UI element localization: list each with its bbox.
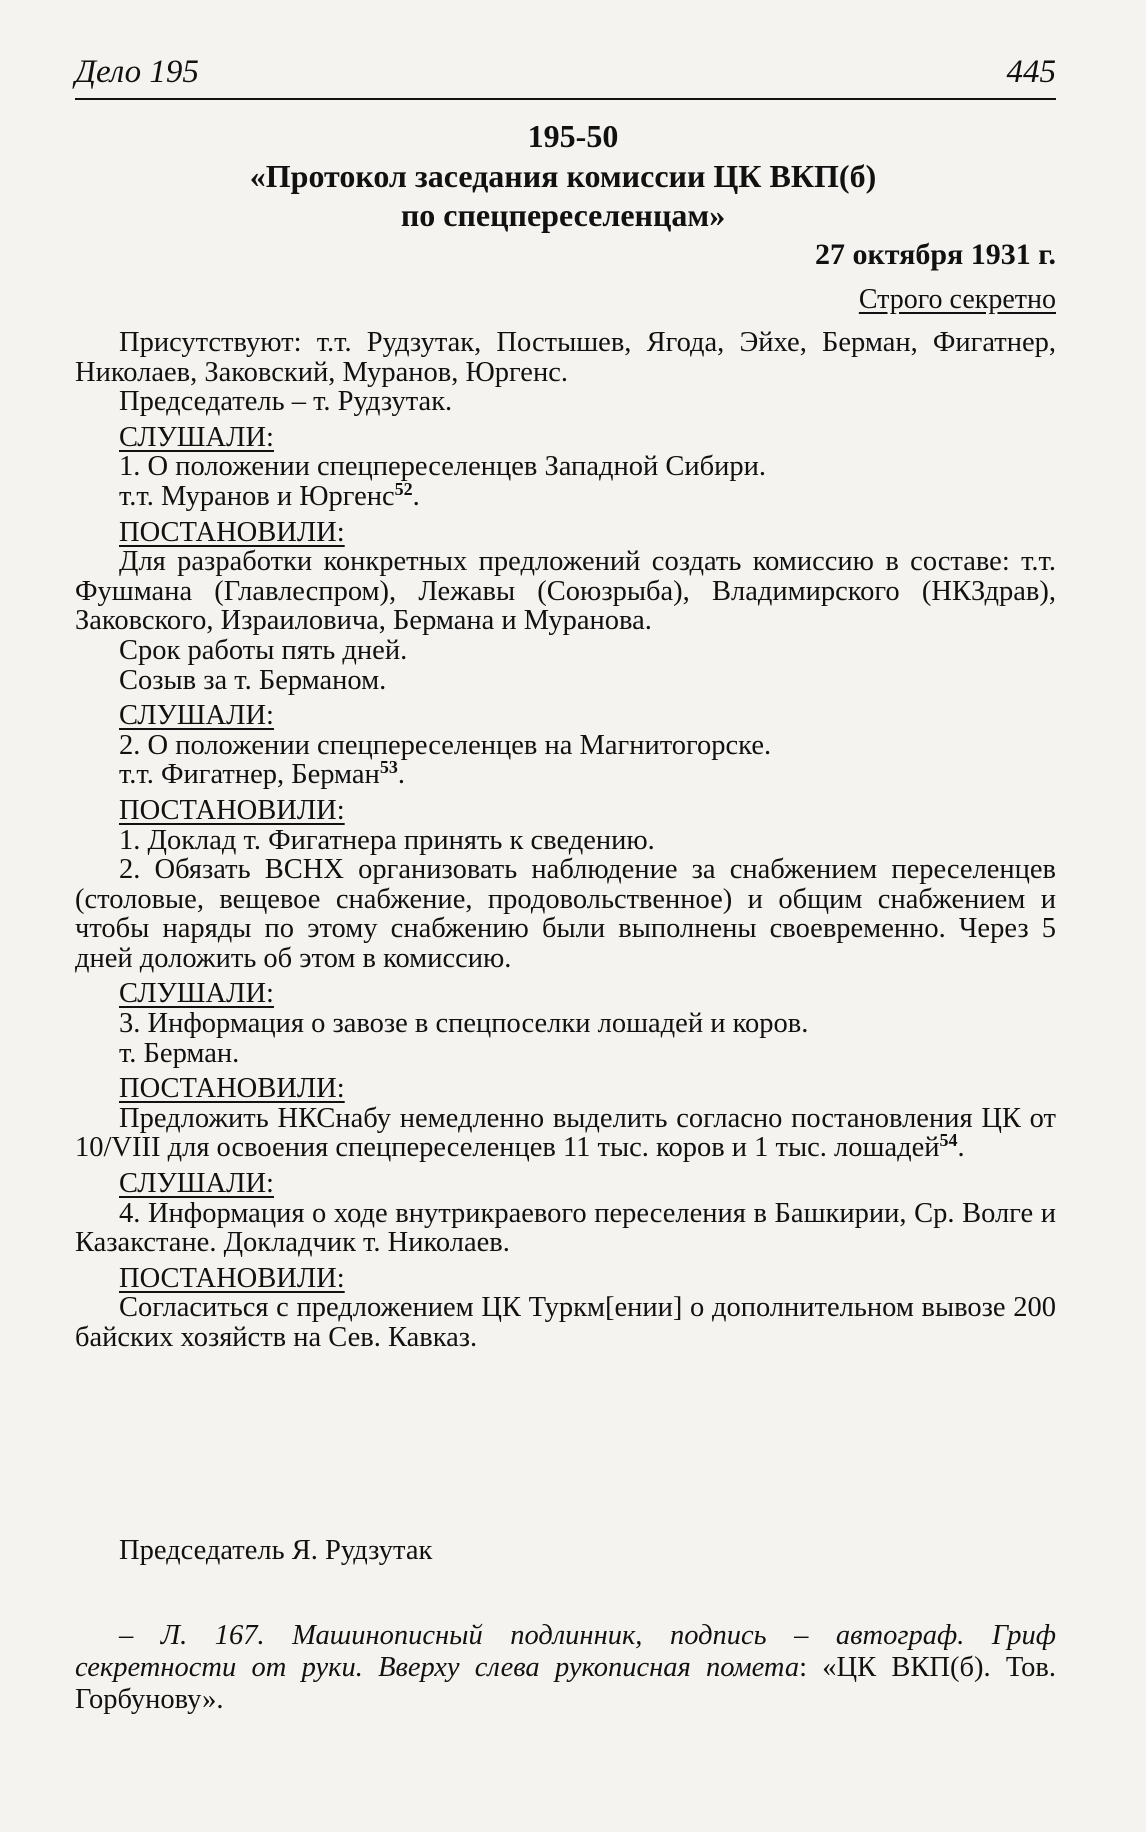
heard-item-4: 4. Информация о ходе внутрикраевого переселения в Башкирии, Ср. Волге и Казакстане. Докладчик т. Николаев. — [75, 1197, 1056, 1259]
speakers-end-1: . — [412, 480, 420, 512]
title-line-2: по спецпереселенцам» — [400, 197, 726, 233]
case-label: Дело 195 — [75, 54, 199, 90]
resolved-3-end: . — [957, 1132, 965, 1164]
running-header — [75, 48, 1056, 100]
resolved-label-4: ПОСТАНОВИЛИ: — [119, 1262, 345, 1294]
speakers-text-1: т.т. Муранов и Юргенс — [119, 480, 395, 512]
footnote-ref-53: 53 — [379, 757, 398, 778]
resolved-label-1: ПОСТАНОВИЛИ: — [119, 516, 345, 548]
heard-label-4: СЛУШАЛИ: — [119, 1168, 274, 1200]
heard-item-3: 3. Информация о завозе в спецпоселки лошадей и коров. — [119, 1008, 809, 1040]
archival-note-quote: : «ЦК ВКП(б). Тов. Горбунову». — [75, 1652, 1056, 1715]
resolved-label-2: ПОСТАНОВИЛИ: — [119, 794, 345, 826]
speakers-3: т. Берман. — [119, 1037, 240, 1069]
speakers-1 — [75, 478, 1056, 512]
archival-note — [75, 1620, 1056, 1716]
resolved-1-b: Срок работы пять дней. — [119, 634, 408, 666]
document-title — [140, 157, 986, 235]
resolved-1-a: Для разработки конкретных предложений создать комиссию в составе: т.т. Фушмана (Главлеспром), Лежавы (Союзрыба), Владимирского (НКЗдрав), Заковского, Израиловича, Бермана и Муранова. — [75, 546, 1056, 637]
protocol-body — [75, 328, 1056, 1353]
resolved-1-c: Созыв за т. Берманом. — [119, 664, 387, 696]
resolved-3 — [75, 1104, 1056, 1163]
heard-label-3: СЛУШАЛИ: — [119, 978, 274, 1010]
document-date: 27 октября 1931 г. — [814, 238, 1056, 271]
heard-label-2: СЛУШАЛИ: — [119, 700, 274, 732]
speakers-text-2: т.т. Фигатнер, Берман — [119, 759, 380, 791]
resolved-3-text: Предложить НКСнабу немедленно выделить согласно постановления ЦК от 10/VIII для освоения спецпереселенцев 11 тыс. коров и 1 тыс. лошадей — [75, 1102, 1056, 1164]
chairman-signature: Председатель Я. Рудзутак — [119, 1535, 433, 1566]
heard-item-1: 1. О положении спецпереселенцев Западной Сибири. — [119, 451, 766, 483]
heard-item-2: 2. О положении спецпереселенцев на Магнитогорске. — [119, 729, 772, 761]
speakers-end-2: . — [397, 759, 405, 791]
resolved-label-3: ПОСТАНОВИЛИ: — [119, 1073, 345, 1105]
resolved-2-a: 1. Доклад т. Фигатнера принять к сведению. — [119, 824, 655, 856]
classification-mark: Строго секретно — [858, 284, 1056, 315]
title-line-1: «Протокол заседания комиссии ЦК ВКП(б) — [249, 158, 877, 194]
resolved-2-b: 2. Обязать ВСНХ организовать наблюдение за снабжением переселенцев (столовые, вещевое снабжение, продовольственное) и общим снабжением и чтобы наряды по этому снабжению были выполнены своевременно. Через 5 дней доложить об этом в комиссию. — [75, 854, 1056, 974]
chairman-line: Председатель – т. Рудзутак. — [119, 386, 453, 418]
footnote-ref-52: 52 — [394, 478, 413, 499]
document-number: 195-50 — [527, 118, 619, 154]
footnote-ref-54: 54 — [939, 1130, 958, 1151]
speakers-2 — [75, 757, 1056, 791]
page-number: 445 — [1006, 54, 1056, 90]
heard-label-1: СЛУШАЛИ: — [119, 421, 274, 453]
attendance-list: Присутствуют: т.т. Рудзутак, Постышев, Ягода, Эйхе, Берман, Фигатнер, Николаев, Заковский, Муранов, Юргенс. — [75, 327, 1056, 388]
resolved-4: Согласиться с предложением ЦК Туркм[ении] о дополнительном вывозе 200 байских хозяйств на Сев. Кавказ. — [75, 1292, 1056, 1353]
archival-note-description: – Л. 167. Машинописный подлинник, подпись – автограф. Гриф секретности от руки. Вверху слева рукописная помета — [75, 1620, 1056, 1683]
